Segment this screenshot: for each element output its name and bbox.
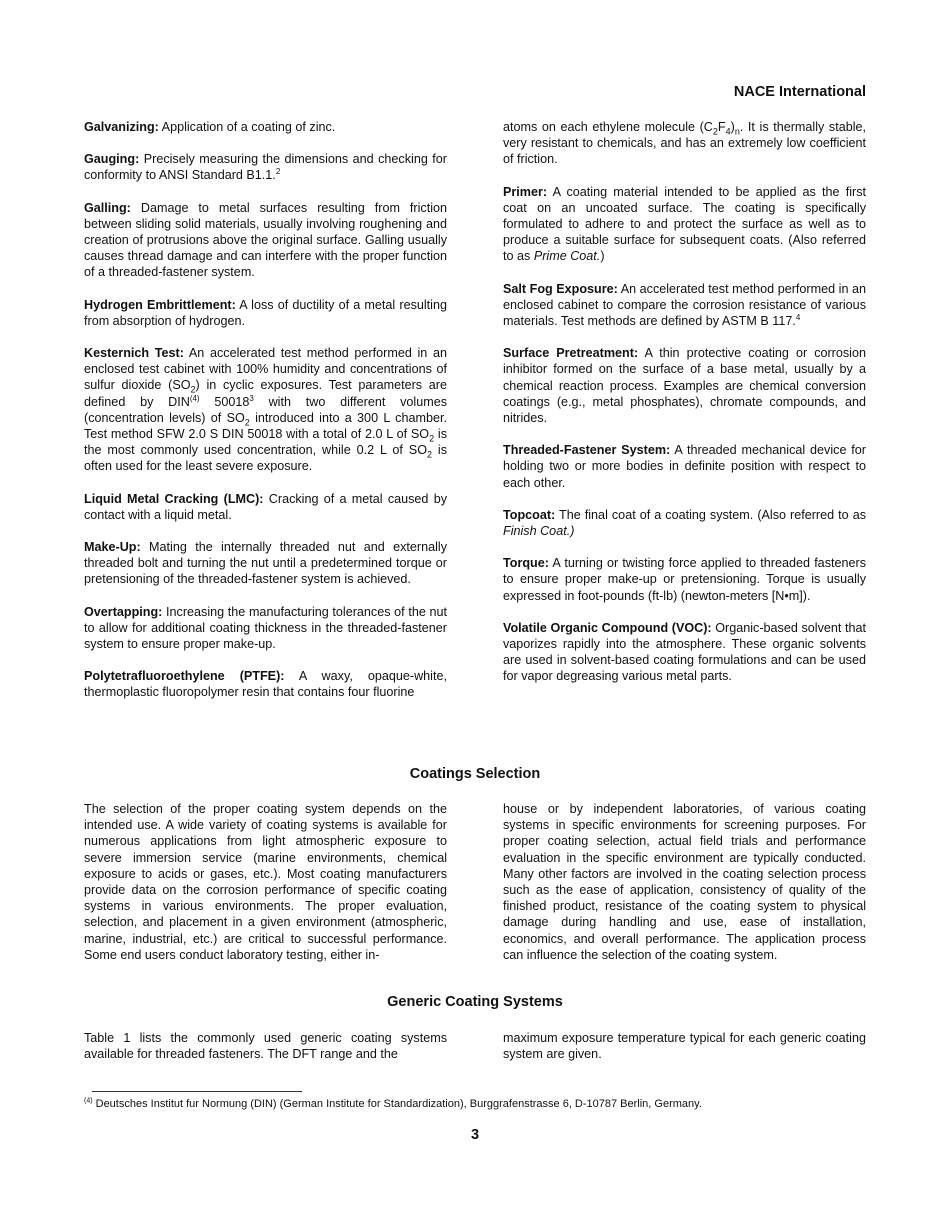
glossary-entry — [503, 507, 866, 539]
glossary-term: Kesternich Test: — [84, 346, 184, 361]
running-header: NACE International — [733, 84, 866, 100]
definition-text: Organic-based solvent that vaporizes rapidly into the atmosphere. These organic solvents are used in solvent-based coating formulations and can be used for vapor degreasing various metal parts. — [503, 620, 866, 684]
definition-text: Cracking of a metal caused by contact with a liquid metal. — [84, 491, 447, 522]
superscript: 2 — [275, 167, 281, 177]
coatings-selection-heading: Coatings Selection — [409, 766, 541, 782]
glossary-term: Overtapping: — [84, 604, 163, 619]
glossary-term: Torque: — [503, 556, 549, 571]
definition-text: Precisely measuring the dimensions and checking for conformity to ANSI Standard B1.1. — [84, 152, 447, 183]
glossary-entry — [84, 151, 447, 183]
glossary-entry — [84, 119, 447, 135]
glossary-term: Make-Up: — [84, 540, 141, 555]
footnote-marker: (4) — [84, 1097, 93, 1105]
subscript: 4 — [725, 126, 731, 137]
glossary-term: Liquid Metal Cracking (LMC): — [84, 491, 264, 506]
definition-text: Damage to metal surfaces resulting from friction between sliding solid materials, usually involving roughening and creation of protrusions above the original surface. Galling usually causes thread damage and can interfere with the proper function of a threaded-fastener system. — [84, 200, 447, 280]
italic-text: Prime Coat. — [533, 249, 601, 264]
definition-text: A loss of ductility of a metal resulting from absorption of hydrogen. — [84, 297, 447, 328]
glossary-entry — [84, 491, 447, 523]
footnote — [84, 1097, 702, 1111]
glossary-term: Hydrogen Embrittlement: — [84, 297, 236, 312]
footnote-text: Deutsches Institut fur Normung (DIN) (German Institute for Standardization), Burggrafenstrasse 6, D-10787 Berlin, Germany. — [92, 1098, 702, 1110]
definition-text: ) in cyclic exposures. Test parameters are defined by DIN — [84, 378, 447, 409]
definition-text: The final coat of a coating system. (Also referred to as — [555, 507, 866, 522]
definition-text: is the most commonly used concentration, while 0.2 L of SO — [84, 427, 448, 458]
glossary-right-column — [503, 119, 866, 701]
subscript: 2 — [429, 433, 435, 444]
glossary-term: Surface Pretreatment: — [503, 346, 639, 361]
paragraph: The selection of the proper coating system depends on the intended use. A wide variety of coating systems is available for numerous applications from light atmospheric exposure to severe immersion service (marine environments, chemical exposure to acids or gases, etc.). Most coating manufacturers provide data on the corrosion performance of specific coating systems in various environments. The proper evaluation, selection, and placement in a given environment (atmospheric, marine, industrial, etc.) are critical to successful performance. Some end users conduct laboratory testing, either in- — [84, 802, 447, 962]
glossary-term: Polytetrafluoroethylene (PTFE): — [84, 669, 285, 684]
glossary-entry — [503, 442, 866, 491]
glossary-entry — [503, 345, 866, 426]
subscript: n — [734, 126, 740, 137]
glossary-term: Galling: — [84, 200, 131, 215]
definition-text: 50018 — [199, 394, 250, 409]
glossary-entry — [84, 539, 447, 588]
generic-coating-systems-heading: Generic Coating Systems — [387, 994, 563, 1010]
paragraph: maximum exposure temperature typical for each generic coating system are given. — [503, 1031, 866, 1062]
definition-text: is often used for the least severe exposure. — [84, 443, 447, 474]
definition-text: A thin protective coating or corrosion inhibitor formed on the surface of a base metal, usually by a chemical reaction process. Examples are chemical conversion coatings (e.g., metal phosphates), chromate compounds, and nitrides. — [503, 346, 866, 426]
subscript: 2 — [427, 449, 433, 460]
definition-text: An accelerated test method performed in an enclosed cabinet to compare the corrosion resistance of various materials. Test methods are defined by ASTM B 117. — [503, 281, 866, 329]
definition-text: A waxy, opaque-white, thermoplastic fluoropolymer resin that contains four fluorine — [84, 669, 447, 700]
definition-text: atoms on each ethylene molecule (C — [503, 120, 713, 134]
generic-coating-left-paragraph — [84, 1030, 447, 1078]
subscript: 2 — [244, 417, 250, 428]
definition-text: Mating the internally threaded nut and externally threaded bolt and turning the nut until a predetermined torque or pretensioning of the threaded-fastener system is achieved. — [84, 540, 447, 587]
glossary-entry — [84, 200, 447, 281]
page-number: 3 — [470, 1127, 480, 1143]
definition-text: Increasing the manufacturing tolerances of the nut to allow for additional coating thickness in the threaded-fastener system to ensure proper make-up. — [84, 604, 447, 652]
glossary-entry — [84, 668, 447, 700]
definition-text: with two different volumes (concentration levels) of SO — [84, 394, 447, 425]
paragraph: house or by independent laboratories, of various coating systems in specific environments for screening purposes. For proper coating selection, actual field trials and performance evaluation in the specific environment are typically conducted. Many other factors are involved in the coating selection process such as the ease of application, consistency of quality of the finished product, resistance of the coating system to physical damage during handling and use, ease of installation, economics, and overall performance. The application process can influence the selection of the coating system. — [503, 802, 866, 962]
glossary-entry — [503, 119, 866, 168]
definition-text: F — [717, 120, 726, 134]
superscript: (4) — [189, 393, 200, 403]
superscript: 3 — [249, 393, 254, 403]
glossary-entry — [503, 620, 866, 685]
generic-coating-right-paragraph — [503, 1030, 866, 1078]
glossary-entry — [84, 604, 447, 653]
glossary-term: Volatile Organic Compound (VOC): — [503, 620, 712, 635]
glossary-term: Salt Fog Exposure: — [503, 281, 618, 296]
definition-text: A threaded mechanical device for holding two or more bodies in definite position with respect to each other. — [503, 443, 867, 490]
glossary-entry — [84, 297, 447, 329]
definition-text: . It is thermally stable, very resistant to chemicals, and has an extremely low coefficient of friction. — [503, 120, 866, 167]
definition-text: ) — [730, 120, 735, 134]
glossary-term: Galvanizing: — [84, 120, 159, 134]
definition-text: An accelerated test method performed in an enclosed test cabinet with 100% humidity and concentrations of sulfur dioxide (SO — [84, 346, 447, 393]
definition-text: A coating material intended to be applied as the first coat on an uncoated surface. The coating is specifically formulated to adhere to and protect the surface as well as to produce a suitable surface for subsequent coats. (Also referred to as — [503, 184, 866, 264]
glossary-term: Threaded-Fastener System: — [503, 443, 671, 458]
subscript: 2 — [190, 384, 196, 395]
definition-text: Application of a coating of zinc. — [158, 120, 336, 134]
glossary-term: Topcoat: — [503, 507, 556, 522]
paragraph: Table 1 lists the commonly used generic coating systems available for threaded fasteners. The DFT range and the — [84, 1031, 447, 1062]
italic-text: Finish Coat.) — [503, 524, 575, 539]
superscript: 4 — [795, 312, 801, 322]
footnote-divider — [92, 1091, 302, 1092]
coatings-selection-left-paragraph — [84, 801, 447, 979]
glossary-term: Gauging: — [84, 152, 140, 167]
glossary-entry — [503, 555, 866, 604]
coatings-selection-right-paragraph — [503, 801, 866, 979]
glossary-term: Primer: — [503, 184, 548, 199]
glossary-entry — [503, 281, 866, 330]
definition-text: introduced into a 300 L chamber. Test method SFW 2.0 S DIN 50018 with a total of 2.0 L of SO — [84, 410, 447, 442]
glossary-entry — [84, 345, 447, 475]
definition-text: A turning or twisting force applied to threaded fasteners to ensure proper make-up or pretensioning. Torque is usually expressed in foot-pounds (ft-lb) (newton-meters [N•m]). — [503, 556, 866, 603]
glossary-left-column — [84, 119, 447, 717]
subscript: 2 — [712, 126, 718, 137]
definition-text: ) — [600, 249, 605, 264]
glossary-entry — [503, 184, 866, 265]
